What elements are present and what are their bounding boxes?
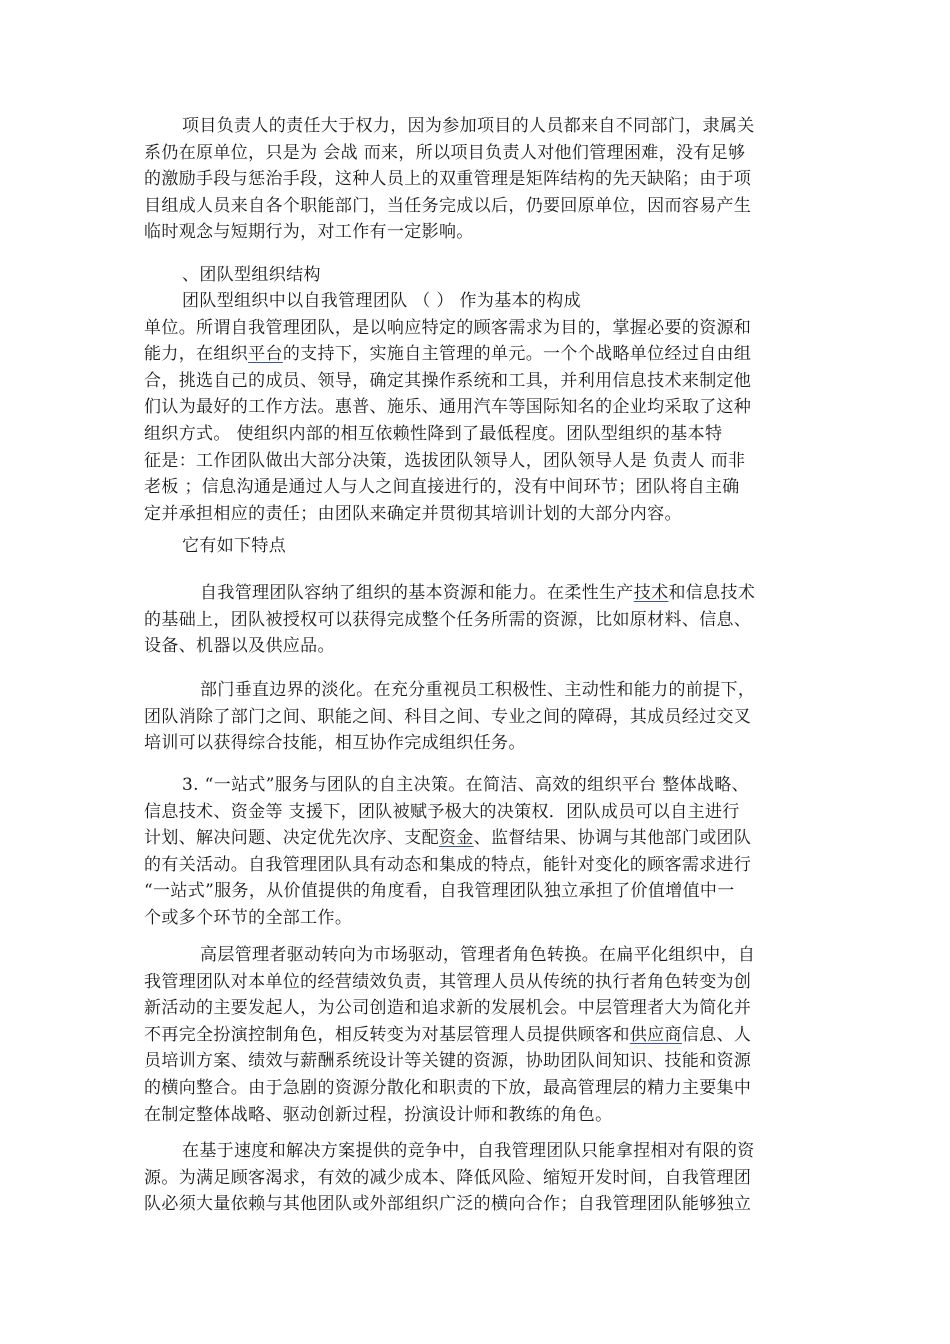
text-line: 高层管理者驱动转向为市场驱动，管理者角色转换。在扁平化组织中，自 <box>200 945 756 965</box>
text-line: 的基础上，团队被授权可以获得完成整个任务所需的资源，比如原材料、信息、 <box>144 609 752 630</box>
text-line: 项目负责人的责任大于权力，因为参加项目的人员都来自不同部门，隶属关 <box>182 116 755 136</box>
text-span: 和信息技术 <box>668 583 756 603</box>
text-span: 不再完全扮演控制角色，相反转变为对基层管理人员提供顾客和 <box>144 1024 630 1045</box>
text-line: 的横向整合。由于急剧的资源分散化和职责的下放，最高管理层的精力主要集中 <box>144 1077 752 1098</box>
text-line: 在基于速度和解决方案提供的竞争中，自我管理团队只能拿捏相对有限的资 <box>182 1141 755 1161</box>
text-line: 老板 ；信息沟通是通过人与人之间直接进行的，没有中间环节；团队将自主确 <box>144 477 740 498</box>
text-span: 、监督结果、协调与其他部门或团队 <box>473 828 752 849</box>
link-funds[interactable]: 资金 <box>438 828 474 849</box>
text-span: 的支持下，实施自主管理的单元。一个个战略单位经过自由组 <box>282 344 752 365</box>
text-span: 计划、解决问题、决定优先次序、支配 <box>144 828 439 849</box>
link-technology[interactable]: 技术 <box>633 583 669 603</box>
text-line: 定并承担相应的责任；由团队来确定并贯彻其培训计划的大部分内容。 <box>144 503 682 524</box>
text-line: 的有关活动。自我管理团队具有动态和集成的特点，能针对变化的顾客需求进行 <box>144 854 752 875</box>
link-platform[interactable]: 平台 <box>248 344 283 365</box>
text-line: 团队型组织中以自我管理团队 （ ） 作为基本的构成 <box>182 291 581 311</box>
text-line: 部门垂直边界的淡化。在充分重视员工积极性、主动性和能力的前提下， <box>200 680 756 700</box>
text-line: 临时观念与短期行为，对工作有一定影响。 <box>144 222 474 243</box>
text-line: 它有如下特点 <box>182 536 287 556</box>
text-line: 个或多个环节的全部工作。 <box>144 907 353 928</box>
text-line: 源。为满足顾客渴求，有效的减少成本、降低风险、缩短开发时间，自我管理团 <box>144 1167 752 1188</box>
paragraph-feature-cooperation <box>144 1138 808 1218</box>
text-line <box>144 825 808 852</box>
text-line: 目组成人员来自各个职能部门，当任务完成以后，仍要回原单位，因而容易产生 <box>144 195 752 216</box>
text-line: 合，挑选自己的成员、领导，确定其操作系统和工具，并利用信息技术来制定他 <box>144 370 752 391</box>
text-line <box>144 1022 808 1049</box>
text-span: 信息、人 <box>681 1024 752 1045</box>
link-supplier[interactable]: 供应商 <box>629 1024 682 1045</box>
text-line: 培训可以获得综合技能，相互协作完成组织任务。 <box>144 733 526 754</box>
text-line: 团队消除了部门之间、职能之间、科目之间、专业之间的障碍，其成员经过交叉 <box>144 706 752 727</box>
text-line: 系仍在原单位，只是为 会战 而来，所以项目负责人对他们管理困难，没有足够 <box>144 142 746 163</box>
text-span: 自我管理团队容纳了组织的基本资源和能力。在柔性生产 <box>200 583 634 603</box>
text-line <box>144 580 808 607</box>
text-line: 员培训方案、绩效与薪酬系统设计等关键的资源，协助团队间知识、技能和资源 <box>144 1051 752 1072</box>
text-line: 设备、机器以及供应品。 <box>144 636 335 657</box>
text-line: 信息技术、资金等 支援下，团队被赋予极大的决策权．团队成员可以自主进行 <box>144 801 740 822</box>
text-line: 征是：工作团队做出大部分决策，选拔团队领导人，团队领导人是 负责人 而非 <box>144 450 746 471</box>
heading-text: 、团队型组织结构 <box>182 265 321 285</box>
text-line: 们认为最好的工作方法。惠普、施乐、通用汽车等国际知名的企业均采取了这种 <box>144 397 752 418</box>
paragraph-feature-boundaries <box>144 677 808 757</box>
paragraph-feature-resources <box>144 580 808 660</box>
text-line: 我管理团队对本单位的经营绩效负责，其管理人员从传统的执行者角色转变为创 <box>144 971 752 992</box>
paragraph-feature-management-roles <box>144 942 808 1128</box>
paragraph-matrix-drawbacks <box>144 113 808 246</box>
text-line: 在制定整体战略、驱动创新过程，扮演设计师和教练的角色。 <box>144 1104 613 1125</box>
text-line: 3. “一站式”服务与团队的自主决策。在简洁、高效的组织平台 整体战略、 <box>182 775 750 795</box>
text-line: “一站式”服务，从价值提供的角度看，自我管理团队独立承担了价值增值中一 <box>144 881 735 902</box>
section-heading <box>144 262 808 289</box>
text-line <box>144 341 808 368</box>
text-line: 新活动的主要发起人，为公司创造和追求新的发展机会。中层管理者大为简化并 <box>144 998 752 1019</box>
paragraph-team-structure <box>144 288 808 527</box>
features-intro <box>144 533 808 560</box>
text-line: 组织方式。 使组织内部的相互依赖性降到了最低程度。团队型组织的基本特 <box>144 423 723 444</box>
text-line: 的激励手段与惩治手段，这种人员上的双重管理是矩阵结构的先天缺陷；由于项 <box>144 169 752 190</box>
paragraph-feature-one-stop <box>144 772 808 932</box>
text-span: 能力，在组织 <box>144 344 249 365</box>
text-line: 队必须大量依赖与其他团队或外部组织广泛的横向合作；自我管理团队能够独立 <box>144 1194 752 1215</box>
text-line: 单位。所谓自我管理团队，是以响应特定的顾客需求为目的，掌握必要的资源和 <box>144 317 752 338</box>
